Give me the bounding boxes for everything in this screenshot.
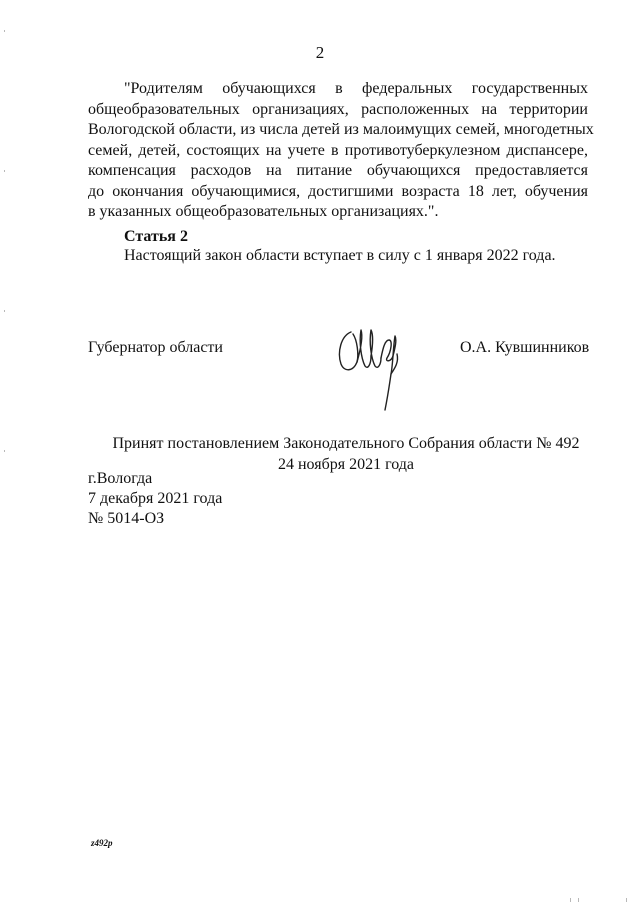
footer-code: z492p [91, 838, 113, 848]
amendment-quote [88, 79, 594, 223]
governor-title: Губернатор области [88, 339, 223, 356]
quote-line: компенсация расходов на питание обучающихся предоставляется [88, 162, 588, 179]
quote-line: семей, детей, состоящих на учете в противотуберкулезном диспансере, [88, 141, 588, 159]
law-number: № 5014-ОЗ [88, 510, 165, 527]
scan-edge-mark [4, 30, 5, 32]
quote-line: Вологодской области, из числа детей из малоимущих семей, многодетных [88, 121, 594, 138]
quote-line: "Родителям обучающихся в федеральных государственных [124, 80, 588, 97]
article-heading: Статья 2 [124, 228, 188, 245]
scan-edge-mark [4, 310, 5, 312]
scan-edge-mark [570, 898, 571, 902]
adoption-line: Принят постановлением Законодательного Собрания области № 492 [112, 435, 580, 452]
quote-line: общеобразовательных организациях, расположенных на территории [88, 100, 588, 118]
scan-edge-mark [4, 450, 5, 452]
quote-line: до окончания обучающимися, достигшими возраста 18 лет, обучения [88, 182, 588, 200]
article-text: Настоящий закон области вступает в силу с 1 января 2022 года. [124, 247, 556, 264]
scan-edge-mark [4, 170, 5, 172]
city: г.Вологда [88, 470, 153, 487]
adoption-date: 24 ноября 2021 года [277, 456, 415, 473]
governor-name: О.А. Кувшинников [460, 339, 590, 356]
scan-edge-mark [578, 898, 579, 902]
law-date: 7 декабря 2021 года [88, 490, 223, 507]
scan-edge-mark [626, 898, 627, 902]
quote-line: в указанных общеобразовательных организациях.". [88, 203, 439, 220]
handwritten-signature [333, 318, 411, 414]
page-number: 2 [315, 43, 325, 62]
